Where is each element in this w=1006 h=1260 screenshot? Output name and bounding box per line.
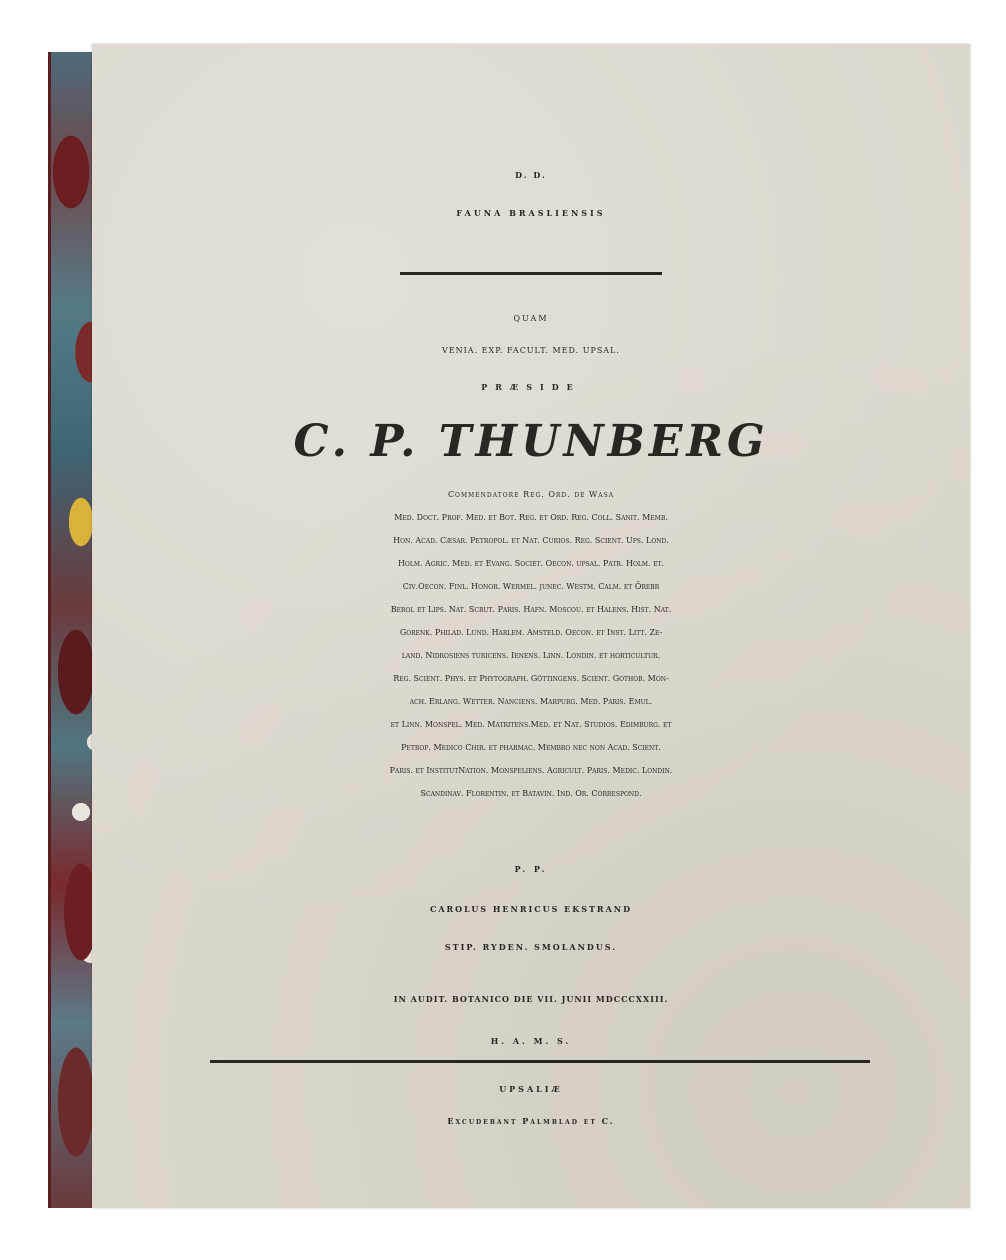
title-page (92, 44, 970, 1208)
venia-line: VENIA. EXP. FACULT. MED. UPSAL. (442, 346, 620, 355)
honors-line: Petrop. Medico Chir. et pharmac. Membro nec non Acad. Scient. (401, 743, 661, 752)
honors-line: Commendatore Reg. Ord. de Wasa (447, 490, 615, 499)
honors-line: Reg. Scient. Phys. et Phytograph. Göttingens. Scient. Gothob. Mon- (393, 674, 669, 683)
honors-line: Hon. Acad. Cæsar. Petropol. et Nat. Curios. Reg. Scient. Ups. Lond. (393, 536, 669, 545)
honors-line: ach. Erlang. Wetter. Nanciens. Marpurg. Med. Paris. Emul. (409, 697, 653, 706)
dissertation-title: FAUNA BRASLIENSIS (456, 208, 606, 218)
quam-line: QUAM (513, 314, 549, 323)
respondent-origin: STIP. RYDEN. SMOLANDUS. (444, 942, 618, 952)
title-rule (400, 272, 662, 275)
honors-line: Paris. et InstitutNation. Monspeliens. Agricult. Paris. Medic. Londin. (389, 766, 673, 775)
honors-line: Gorenk. Philad. Lund. Harlem. Amsteld. Oecon. et Inst. Litt. Ze- (399, 628, 663, 637)
pp-line: P. P. (514, 864, 548, 874)
hams-line: H. A. M. S. (490, 1036, 572, 1046)
imprint-rule (210, 1060, 870, 1063)
honors-line: land. Nidrosiens turicens. Ienens. Linn. Londin. et horticultur. (401, 651, 661, 660)
honors-line: Berol et Lips. Nat. Scrut. Paris. Hafn. Moscou. et Halens. Hist. Nat. (390, 605, 672, 614)
honors-line: Holm. Agric. Med. et Evang. Societ. Oecon. upsal. Patr. Holm. et. (397, 559, 665, 568)
honors-line: et Linn. Monspel. Med. Matritens.Med. et Nat. Studios. Edimburg. et (390, 720, 672, 729)
respondent-name: CAROLUS HENRICUS EKSTRAND (429, 904, 633, 914)
defense-date-line: IN AUDIT. BOTANICO DIE VII. JUNII MDCCCXXIII. (393, 994, 669, 1004)
imprint-place: UPSALIÆ (499, 1084, 563, 1094)
honors-line: Med. Doct. Prof. Med. et Bot. Reg. et Ord. Reg. Coll. Sanit. Memb. (394, 513, 668, 522)
honors-line: Scandinav. Florentin. et Batavin. Ind. Or. Correspond. (420, 789, 642, 798)
dd-line: D. D. (515, 170, 547, 180)
imprint-printer: Excudebant Palmblad et C. (447, 1116, 615, 1126)
praeside-line: PRÆSIDE (481, 382, 581, 392)
honors-line: Civ.Oecon. Finl. Honor. Wermel. junec. Westm. Calm. et Örebr (402, 582, 660, 591)
praeses-name: C. P. THUNBERG (293, 416, 769, 467)
